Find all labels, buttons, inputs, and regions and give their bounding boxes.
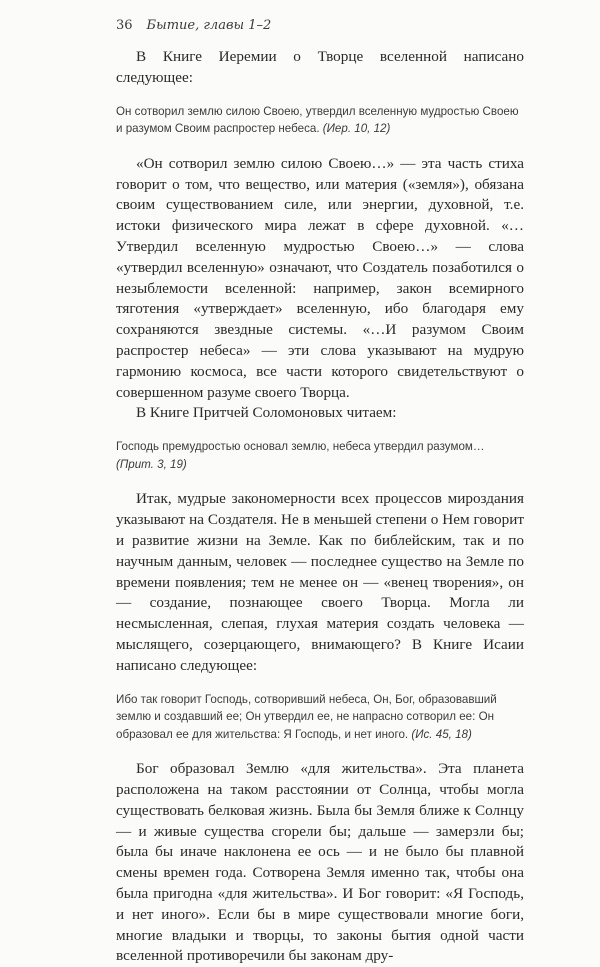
- quote-isaiah: [116, 691, 524, 744]
- page-header: [116, 18, 524, 33]
- quote-text: Он сотворил землю силою Своею, утвердил вселенную мудростью Своею и разумом Своим распростер небеса.: [116, 104, 519, 136]
- quote-reference: (Прит. 3, 19): [116, 457, 187, 471]
- intro-paragraph-jeremiah: В Книге Иеремии о Творце вселенной написано следующее:: [116, 48, 524, 86]
- quote-reference: (Ис. 45, 18): [411, 727, 472, 741]
- quote-reference: (Иер. 10, 12): [322, 122, 391, 136]
- commentary-paragraph-2: Итак, мудрые закономерности всех процессов мироздания указывают на Создателя. Не в меньшей степени о Нем говорит и развитие жизни на Земле. Как по библейским, так и по научным данным, человек — последнее существо на Земле по времени появления; тем не менее он — «венец творения», он — создание, познающее своего Творца. Могла ли несмысленная, слепая, глухая материя создать человека — мыслящего, созерцающего, внимающего? В Книге Исаии написано следующее:: [116, 490, 524, 674]
- quote-proverbs: [116, 438, 524, 473]
- intro-paragraph-proverbs: В Книге Притчей Соломоновых читаем:: [136, 404, 397, 422]
- quote-text: Ибо так говорит Господь, сотворивший небеса, Он, Бог, образовавший землю и создавший ее; Он утвердил ее, не напрасно сотворил ее: Он образовал ее для жительства: Я Господь, и нет иного.: [116, 692, 497, 741]
- running-title: Бытие, главы 1–2: [146, 18, 272, 33]
- commentary-paragraph-1: «Он сотворил землю силою Своею…» — эта часть стиха говорит о том, что вещество, или материя («земля»), обязана своим существованием силе, или энергии, духовной, т.е. истоки физического мира лежат в сфере духовной. «…Утвердил вселенную мудростью Своею…» — слова «утвердил вселенную» означают, что Создатель позаботился о незыблемости вселенной: например, закон всемирного тяготения «утверждает» вселенную, ибо благодаря ему сохраняются звездные системы. «…И разумом Своим распростер небеса» — эти слова указывают на мудрую гармонию космоса, все части которого свидетельствуют о совершенном разуме своего Творца.: [116, 154, 524, 401]
- quote-text: Господь премудростью основал землю, небеса утвердил разумом…: [116, 440, 485, 454]
- commentary-paragraph-3: Бог образовал Землю «для жительства». Эта планета расположена на таком расстоянии от Солнца, чтобы могла существовать белковая жизнь. Была бы Земля ближе к Солнцу — и живые существа сгорели бы; дальше — замерзли бы; была бы иначе наклонена ее ось — и не было бы плавной смены времен года. Сотворена Земля именно так, чтобы она была пригодна «для жительства». И Бог говорит: «Я Господь, и нет иного». Если бы в мире существовали многие боги, многие владыки и творцы, то законы бытия одной части вселенной противоречили бы законам дру-: [116, 760, 524, 965]
- page-number: 36: [116, 18, 133, 33]
- quote-jeremiah: [116, 103, 524, 138]
